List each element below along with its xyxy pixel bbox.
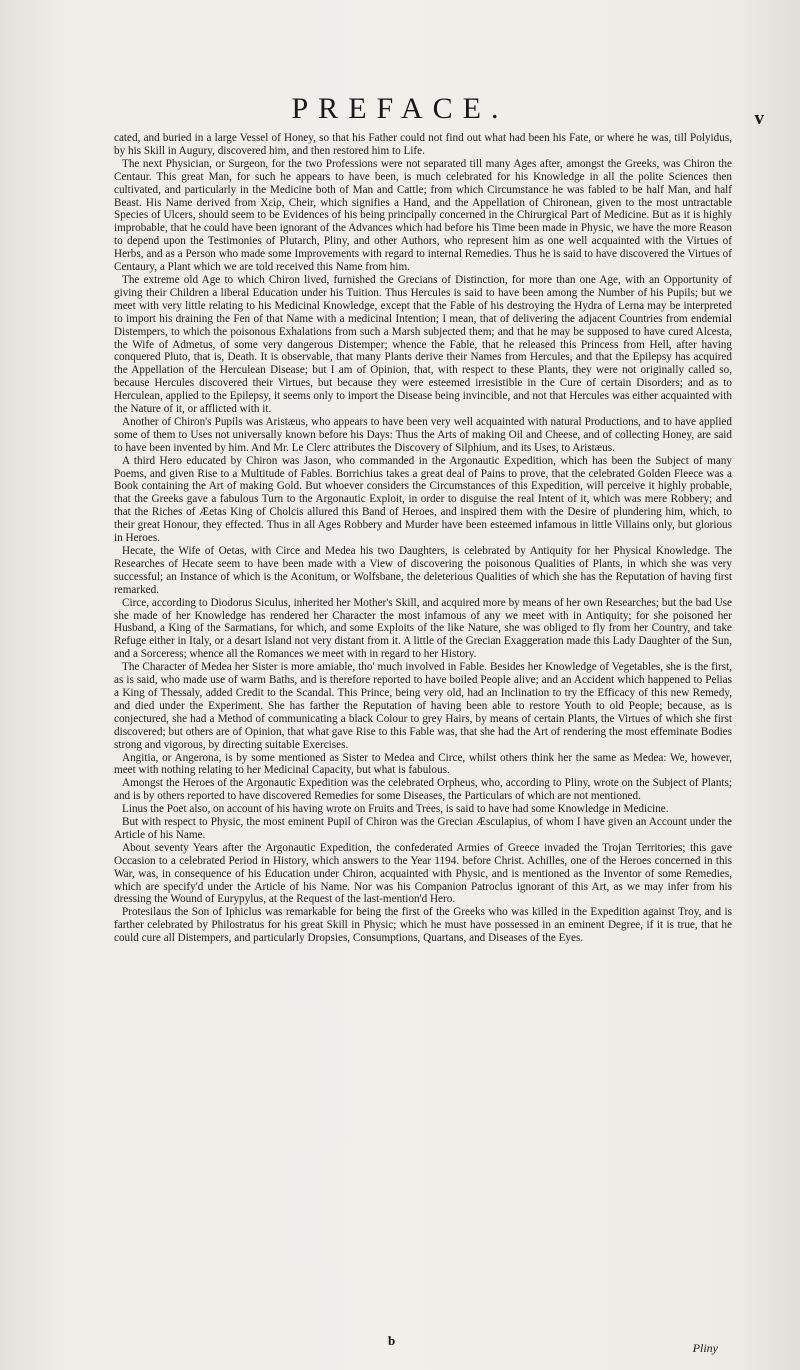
paragraph: Another of Chiron's Pupils was Aristæus, who appears to have been very well acquainted with natural Productions, and to have applied some of them to Uses not universally known before his Days: Thus the Arts of making Oil and Cheese, and of collecting Honey, are said to have been invented by him. And Mr. Le Clerc attributes the Discovery of Silphium, and its Uses, to Aristæus. — [114, 415, 732, 454]
page-number: v — [754, 108, 764, 129]
catchword: Pliny — [692, 1341, 718, 1355]
paragraph: Protesilaus the Son of Iphiclus was remarkable for being the first of the Greeks who was killed in the Expedition against Troy, and is farther celebrated by Philostratus for his great Skill in Physic; which he must have possessed in an eminent Degree, if it is true, that he could cure all Distempers, and particularly Dropsies, Consumptions, Quartans, and Diseases of the Eyes. — [114, 906, 732, 945]
running-head — [0, 92, 800, 132]
signature-mark: b — [388, 1333, 396, 1348]
paragraph: The extreme old Age to which Chiron lived, furnished the Grecians of Distinction, for more than one Age, with an Opportunity of giving their Children a liberal Education under his Tuition. Thus Hercules is said to have been among the Number of his Pupils; but we meet with very little relating to his Medicinal Knowledge, except that the Fable of his destroying the Hydra of Lerna may be interpreted to import his draining the Fen of that Name with a medicinal Intention; I mean, that of delivering the adjacent Countries from endemial Distempers, to which the poisonous Exhalations from such a Marsh subjected them; and that he may be supposed to have cured Alcesta, the Wife of Admetus, of some very dangerous Distemper; whence the Fable, that he released this Princess from Hell, after having conquered Pluto, that is, Death. It is observable, that many Plants derive their Names from Hercules, and that the Epilepsy has acquired the Appellation of the Herculean Disease; but I am of Opinion, that, with respect to these Plants, they were not originally called so, because Hercules discovered their Virtues, but because they were esteemed irresistible in the Cure of certain Disorders; and as to Herculean, applied to the Epilepsy, it seems only to import the Disease being invincible, and not that Hercules was either acquainted with the Nature of it, or afflicted with it. — [114, 273, 732, 416]
page-title: PREFACE. — [291, 92, 509, 125]
paragraph: The next Physician, or Surgeon, for the two Professions were not separated till many Ages after, amongst the Greeks, was Chiron the Centaur. This great Man, for such he appears to have been, is much celebrated for his Knowledge in all the polite Sciences then cultivated, and particularly in the Medicine both of Man and Cattle; from which Circumstance he was fabled to be half Man, and half Beast. His Name derived from Χεὶρ, Cheir, which signifies a Hand, and the Appellation of Chironean, given to the most untractable Species of Ulcers, should seem to be Evidences of his being principally concerned in the Chirurgical Part of Medicine. But as it is highly improbable, that he could have been ignorant of the Advances which had before his Time been made in Physic, we have the more Reason to depend upon the Testimonies of Plutarch, Pliny, and other Authors, who represent him as one well acquainted with the Virtues of Herbs, and as a Person who made some Improvements with regard to internal Remedies. Thus he is said to have discovered the Virtues of Centaury, a Plant which we are told received this Name from him. — [114, 157, 732, 274]
paragraph: Hecate, the Wife of Oetas, with Circe and Medea his two Daughters, is celebrated by Antiquity for her Physical Knowledge. The Researches of Hecate seem to have been made with a View of discovering the poisonous Qualities of Plants, in which she was very successful; an Instance of which is the Aconitum, or Wolfsbane, the deleterious Qualities of which she has the Reputation of having first remarked. — [114, 545, 732, 596]
paragraph: A third Hero educated by Chiron was Jason, who commanded in the Argonautic Expedition, which has been the Subject of many Poems, and given Rise to a Multitude of Fables. Borrichius takes a great deal of Pains to prove, that the celebrated Golden Fleece was a Book containing the Art of making Gold. But whoever considers the Circumstances of this Expedition, will perceive it highly probable, that the Greeks gave a fabulous Turn to the Argonautic Exploit, in order to disguise the real Intent of it, which was mere Robbery; and that the Riches of Æetas King of Cholcis allured this Band of Heroes, and inspired them with the Desire of plundering him, which, to their great Honour, they effected. Thus in all Ages Robbery and Murder have been esteemed infamous in little Villains only, but glorious in Heroes. — [114, 454, 732, 545]
paragraph: Linus the Poet also, on account of his having wrote on Fruits and Trees, is said to have had some Knowledge in Medicine. — [122, 803, 669, 816]
paragraph: cated, and buried in a large Vessel of Honey, so that his Father could not find out what had been his Fate, or where he was, till Polyidus, by his Skill in Augury, discovered him, and then restored him to Life. — [114, 132, 732, 157]
body-text — [114, 132, 732, 945]
paragraph: Angitia, or Angerona, is by some mentioned as Sister to Medea and Circe, whilst others think her the same as Medea: We, however, meet with nothing relating to her Medicinal Capacity, but what is fabulous. — [114, 751, 732, 777]
paragraph: About seventy Years after the Argonautic Expedition, the confederated Armies of Greece invaded the Trojan Territories; this gave Occasion to a celebrated Period in History, which answers to the Year 1194. before Christ. Achilles, one of the Heroes concerned in this War, was, in consequence of his Education under Chiron, acquainted with Physic, and is mentioned as the Inventor of some Remedies, which are specify'd under the Article of his Name. Nor was his Companion Patroclus ignorant of this Art, as we may infer from his dressing the Wound of Eurypylus, at the Request of the last-mention'd Hero. — [114, 841, 732, 906]
paragraph: The Character of Medea her Sister is more amiable, tho' much involved in Fable. Besides her Knowledge of Vegetables, she is the first, as is said, who made use of warm Baths, and is therefore reported to have boiled People alive; and an Accident which happened to Pelias a King of Thessaly, added Credit to the Scandal. This Prince, being very old, had an Inclination to try the Efficacy of this new Remedy, and died under the Experiment. She has farther the Reputation of having been able to restore Youth to old People; because, as is conjectured, she had a Method of communicating a black Colour to grey Hairs, by means of certain Plants, the Virtues of which she first discovered; but others are of Opinion, that what gave Rise to this Fable was, that she had the Art of rendering the most effeminate Bodies strong and vigorous, by directing suitable Exercises. — [114, 661, 732, 751]
paragraph: But with respect to Physic, the most eminent Pupil of Chiron was the Grecian Æsculapius, of whom I have given an Account under the Article of his Name. — [114, 816, 732, 841]
paragraph: Circe, according to Diodorus Siculus, inherited her Mother's Skill, and acquired more by means of her own Researches; but the bad Use she made of her Knowledge has rendered her Character the most infamous of any we meet with in Antiquity; for she poisoned her Husband, a King of the Sarmatians, for which, and some Exploits of the like Nature, she was obliged to fly from her Country, and take Refuge either in Italy, or a desart Island not very distant from it. A little of the Grecian Exaggeration made this Lady Daughter of the Sun, and a Sorceress; whence all the Romances we meet with in regard to her History. — [114, 596, 732, 661]
paragraph: Amongst the Heroes of the Argonautic Expedition was the celebrated Orpheus, who, according to Pliny, wrote on the Subject of Plants; and is by others reported to have discovered Remedies for some Diseases, the Particulars of which are not mentioned. — [114, 777, 732, 803]
